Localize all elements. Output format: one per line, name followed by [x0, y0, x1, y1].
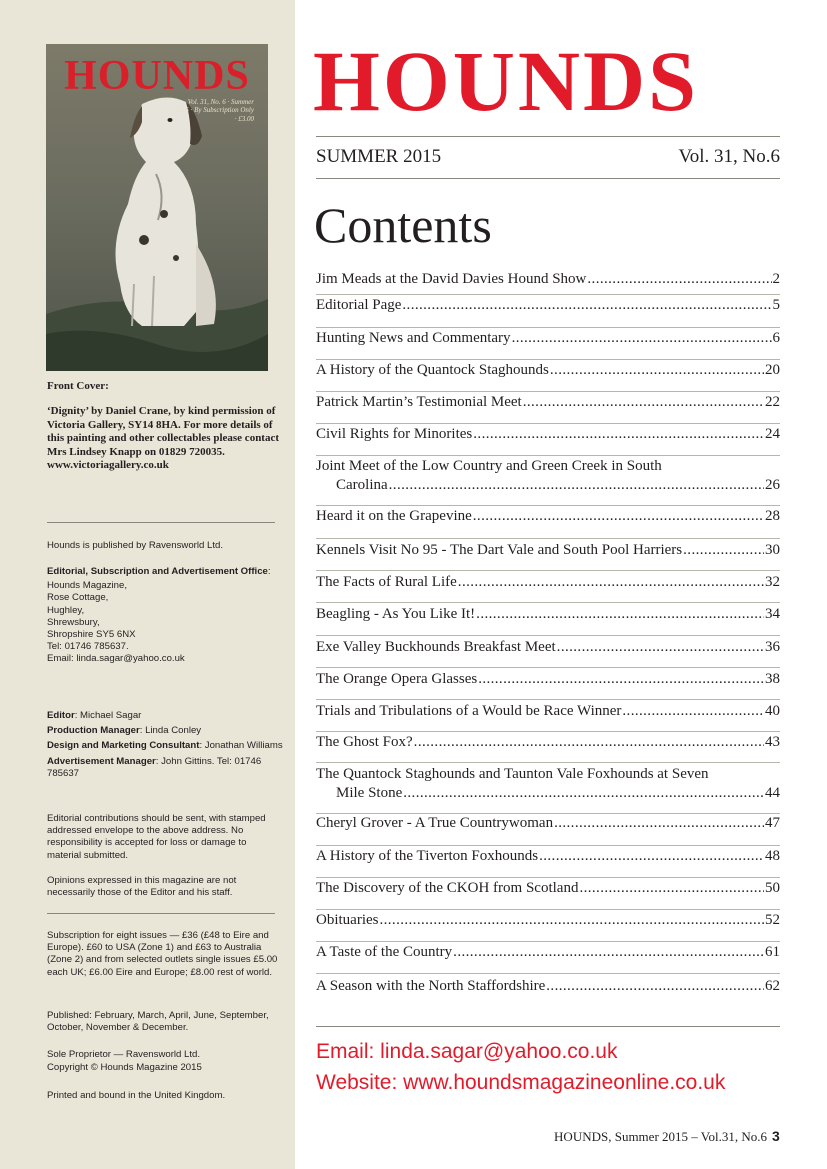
- toc-leader: [389, 476, 764, 495]
- toc-entry[interactable]: [316, 814, 780, 833]
- toc-entry[interactable]: [316, 911, 780, 930]
- office-block: [47, 566, 283, 666]
- toc-entry-title-cont: Mile Stone: [336, 785, 403, 801]
- published-by: Hounds is published by Ravensworld Ltd.: [47, 540, 223, 551]
- toc-entry[interactable]: [316, 847, 780, 866]
- toc-divider: [316, 877, 780, 878]
- contact-website[interactable]: Website: www.houndsmagazineonline.co.uk: [316, 1071, 726, 1094]
- editor-label: Editor: [47, 710, 75, 721]
- toc-divider: [316, 455, 780, 456]
- design-label: Design and Marketing Consultant: [47, 740, 200, 752]
- address-line: Shropshire SY5 6NX: [47, 629, 136, 641]
- toc-divider: [316, 909, 780, 910]
- address-line: Shrewsbury,: [47, 616, 100, 628]
- staff-block: [47, 710, 283, 780]
- toc-leader: [473, 425, 764, 444]
- page-number: 3: [772, 1128, 780, 1144]
- toc-entry-page: 30: [765, 542, 780, 558]
- toc-entry-title: Joint Meet of the Low Country and Green Creek in South: [316, 458, 662, 474]
- toc-entry[interactable]: [316, 361, 780, 380]
- toc-leader: [550, 361, 764, 380]
- toc-entry-page: 44: [765, 785, 780, 801]
- toc-leader: [539, 847, 764, 866]
- toc-leader: [458, 573, 764, 592]
- contact-rule: [316, 1026, 780, 1027]
- toc-entry[interactable]: [316, 733, 780, 752]
- toc-entry[interactable]: [316, 943, 780, 962]
- toc-leader: [554, 814, 764, 833]
- toc-entry-title: Trials and Tribulations of a Would be Race Winner: [316, 703, 622, 719]
- toc-entry-title: Obituaries: [316, 912, 379, 928]
- contact-email[interactable]: Email: linda.sagar@yahoo.co.uk: [316, 1040, 618, 1063]
- subscription-note: Subscription for eight issues — £36 (£48 to Eire and Europe). £60 to USA (Zone 1) and £63 to Australia (Zone 2) and from selected outlets single issues £5.00 each UK; £6.00 Eire and Europe; £8.00 rest of world.: [47, 930, 278, 978]
- toc-divider: [316, 423, 780, 424]
- toc-entry[interactable]: [316, 329, 780, 348]
- printed-note: Printed and bound in the United Kingdom.: [47, 1090, 226, 1101]
- toc-divider: [316, 359, 780, 360]
- editor-value: : Michael Sagar: [74, 710, 142, 721]
- toc-entry-title: Jim Meads at the David Davies Hound Show: [316, 271, 587, 287]
- opinions-note: Opinions expressed in this magazine are not necessarily those of the Editor and his staff.: [47, 875, 237, 899]
- toc-entry[interactable]: [316, 605, 780, 624]
- toc-entry[interactable]: [316, 296, 780, 315]
- toc-entry-page: 61: [765, 944, 780, 960]
- toc-entry-page: 22: [765, 394, 780, 410]
- toc-leader: [476, 605, 764, 624]
- office-label-colon: :: [267, 566, 271, 577]
- sidebar-divider: [47, 522, 275, 523]
- toc-leader: [587, 270, 771, 289]
- toc-divider: [316, 391, 780, 392]
- toc-entry[interactable]: [316, 507, 780, 526]
- toc-entry[interactable]: [316, 393, 780, 412]
- toc-entry[interactable]: [316, 702, 780, 721]
- front-cover-heading: Front Cover:: [47, 380, 109, 392]
- cover-masthead: HOUNDS: [64, 53, 250, 99]
- toc-divider: [316, 941, 780, 942]
- toc-entry-page: 32: [765, 574, 780, 590]
- cover-issue-note: Vol. 31, No. 6 · Summer 2015 · By Subscription Only · £3.00: [174, 98, 254, 123]
- toc-entry-page: 26: [765, 477, 780, 493]
- toc-divider: [316, 762, 780, 763]
- toc-leader: [414, 733, 764, 752]
- toc-entry[interactable]: [316, 541, 780, 560]
- toc-leader: [402, 296, 771, 315]
- toc-entry-title: Heard it on the Grapevine: [316, 508, 472, 524]
- toc-entry-title: Cheryl Grover - A True Countrywoman: [316, 815, 554, 831]
- address-line: Hughley,: [47, 604, 85, 616]
- toc-entry-page: 48: [765, 848, 780, 864]
- toc-entry[interactable]: [316, 670, 780, 689]
- toc-divider: [316, 294, 780, 295]
- toc-leader: [403, 784, 764, 803]
- sidebar-divider: [47, 913, 275, 914]
- toc-leader: [546, 977, 764, 996]
- address-line: Tel: 01746 785637.: [47, 641, 129, 653]
- masthead-rule: [316, 136, 780, 137]
- front-cover-caption: ‘Dignity’ by Daniel Crane, by kind permission of Victoria Gallery, SY14 8HA. For more details of this painting and other collectables please contact Mrs Lindsey Knapp on 01829 720035. www.victoriagallery.co.uk: [47, 405, 280, 471]
- toc-leader: [453, 943, 764, 962]
- issue-date: SUMMER 2015: [316, 146, 442, 167]
- contents-title: Contents: [314, 197, 492, 253]
- toc-entry-page: 40: [765, 703, 780, 719]
- design-value: : Jonathan Williams: [199, 740, 283, 752]
- toc-entry-title: Exe Valley Buckhounds Breakfast Meet: [316, 639, 556, 655]
- toc-leader: [557, 638, 764, 657]
- toc-entry-page: 36: [765, 639, 780, 655]
- toc-entry[interactable]: [316, 573, 780, 592]
- toc-divider: [316, 327, 780, 328]
- issue-rule: [316, 178, 780, 179]
- toc-entry-title: The Facts of Rural Life: [316, 574, 457, 590]
- toc-leader: [622, 702, 764, 721]
- toc-entry-title: The Orange Opera Glasses: [316, 671, 478, 687]
- toc-entry-page: 6: [772, 330, 780, 346]
- toc-entry-page: 43: [765, 734, 780, 750]
- toc-entry-title: A History of the Quantock Staghounds: [316, 362, 549, 378]
- toc-entry-title: A Season with the North Staffordshire: [316, 978, 546, 994]
- toc-entry[interactable]: [316, 977, 780, 996]
- toc-entry-page: 52: [765, 912, 780, 928]
- toc-entry-page: 50: [765, 880, 780, 896]
- toc-entry-page: 5: [772, 297, 780, 313]
- toc-entry-page: 24: [765, 426, 780, 442]
- toc-entry-page: 2: [772, 271, 780, 287]
- toc-divider: [316, 973, 780, 974]
- toc-divider: [316, 845, 780, 846]
- toc-entry-title: Hunting News and Commentary: [316, 330, 511, 346]
- toc-leader: [473, 507, 764, 526]
- toc-divider: [316, 602, 780, 603]
- address-line: Rose Cottage,: [47, 592, 109, 604]
- toc-entry[interactable]: [316, 270, 780, 289]
- toc-leader: [379, 911, 764, 930]
- advert-label: Advertisement Manager: [47, 755, 156, 767]
- masthead: HOUNDS: [313, 33, 699, 129]
- toc-divider: [316, 538, 780, 539]
- toc-entry-title: A Taste of the Country: [316, 944, 453, 960]
- cover-image: [46, 44, 268, 371]
- toc-divider: [316, 505, 780, 506]
- toc-entry-page: 28: [765, 508, 780, 524]
- toc-divider: [316, 635, 780, 636]
- toc-leader: [579, 879, 764, 898]
- publisher-block: [47, 540, 283, 552]
- proprietor: Sole Proprietor — Ravensworld Ltd.: [47, 1049, 201, 1060]
- toc-entry-title-cont: Carolina: [336, 477, 388, 493]
- toc-entry-title: Patrick Martin’s Testimonial Meet: [316, 394, 522, 410]
- toc-entry-title: The Discovery of the CKOH from Scotland: [316, 880, 579, 896]
- toc-divider: [316, 699, 780, 700]
- copyright: Copyright © Hounds Magazine 2015: [47, 1062, 202, 1073]
- running-footer: HOUNDS, Summer 2015 – Vol.31, No.6: [554, 1129, 767, 1144]
- advert-value: : John Gittins. Tel: 01746 785637: [47, 755, 262, 779]
- published-months: Published: February, March, April, June, September, October, November & December.: [47, 1010, 269, 1034]
- toc-divider: [316, 731, 780, 732]
- toc-divider: [316, 667, 780, 668]
- toc-leader: [523, 393, 764, 412]
- toc-entry-title: Editorial Page: [316, 297, 402, 313]
- contributions-note: Editorial contributions should be sent, with stamped addressed envelope to the above address. No responsibility is accepted for loss or damage to material submitted.: [47, 813, 266, 861]
- office-label: Editorial, Subscription and Advertisement Office: [47, 566, 268, 577]
- toc-entry-title: Beagling - As You Like It!: [316, 606, 476, 622]
- toc-entry[interactable]: [316, 638, 780, 657]
- production-value: : Linda Conley: [139, 725, 202, 737]
- sidebar: [0, 0, 295, 1169]
- toc-entry-page: 47: [765, 815, 780, 831]
- toc-entry-title: Kennels Visit No 95 - The Dart Vale and South Pool Harriers: [316, 542, 683, 558]
- toc-divider: [316, 570, 780, 571]
- address-line: Email: linda.sagar@yahoo.co.uk: [47, 653, 185, 665]
- toc-entry-page: 34: [765, 606, 780, 622]
- toc-leader: [512, 329, 772, 348]
- toc-entry[interactable]: [316, 425, 780, 444]
- toc-leader: [683, 541, 764, 560]
- toc-entry-page: 62: [765, 978, 780, 994]
- volume-number: Vol. 31, No.6: [678, 146, 780, 167]
- toc-entry-title: The Quantock Staghounds and Taunton Vale Foxhounds at Seven: [316, 766, 709, 782]
- production-label: Production Manager: [47, 725, 140, 737]
- toc-entry[interactable]: [316, 457, 780, 495]
- toc-entry-title: The Ghost Fox?: [316, 734, 413, 750]
- toc-entry[interactable]: [316, 765, 780, 803]
- toc-leader: [478, 670, 764, 689]
- toc-entry[interactable]: [316, 879, 780, 898]
- toc-entry-page: 38: [765, 671, 780, 687]
- toc-entry-title: A History of the Tiverton Foxhounds: [316, 848, 539, 864]
- toc-entry-title: Civil Rights for Minorites: [316, 426, 473, 442]
- address-line: Hounds Magazine,: [47, 580, 127, 592]
- toc-entry-page: 20: [765, 362, 780, 378]
